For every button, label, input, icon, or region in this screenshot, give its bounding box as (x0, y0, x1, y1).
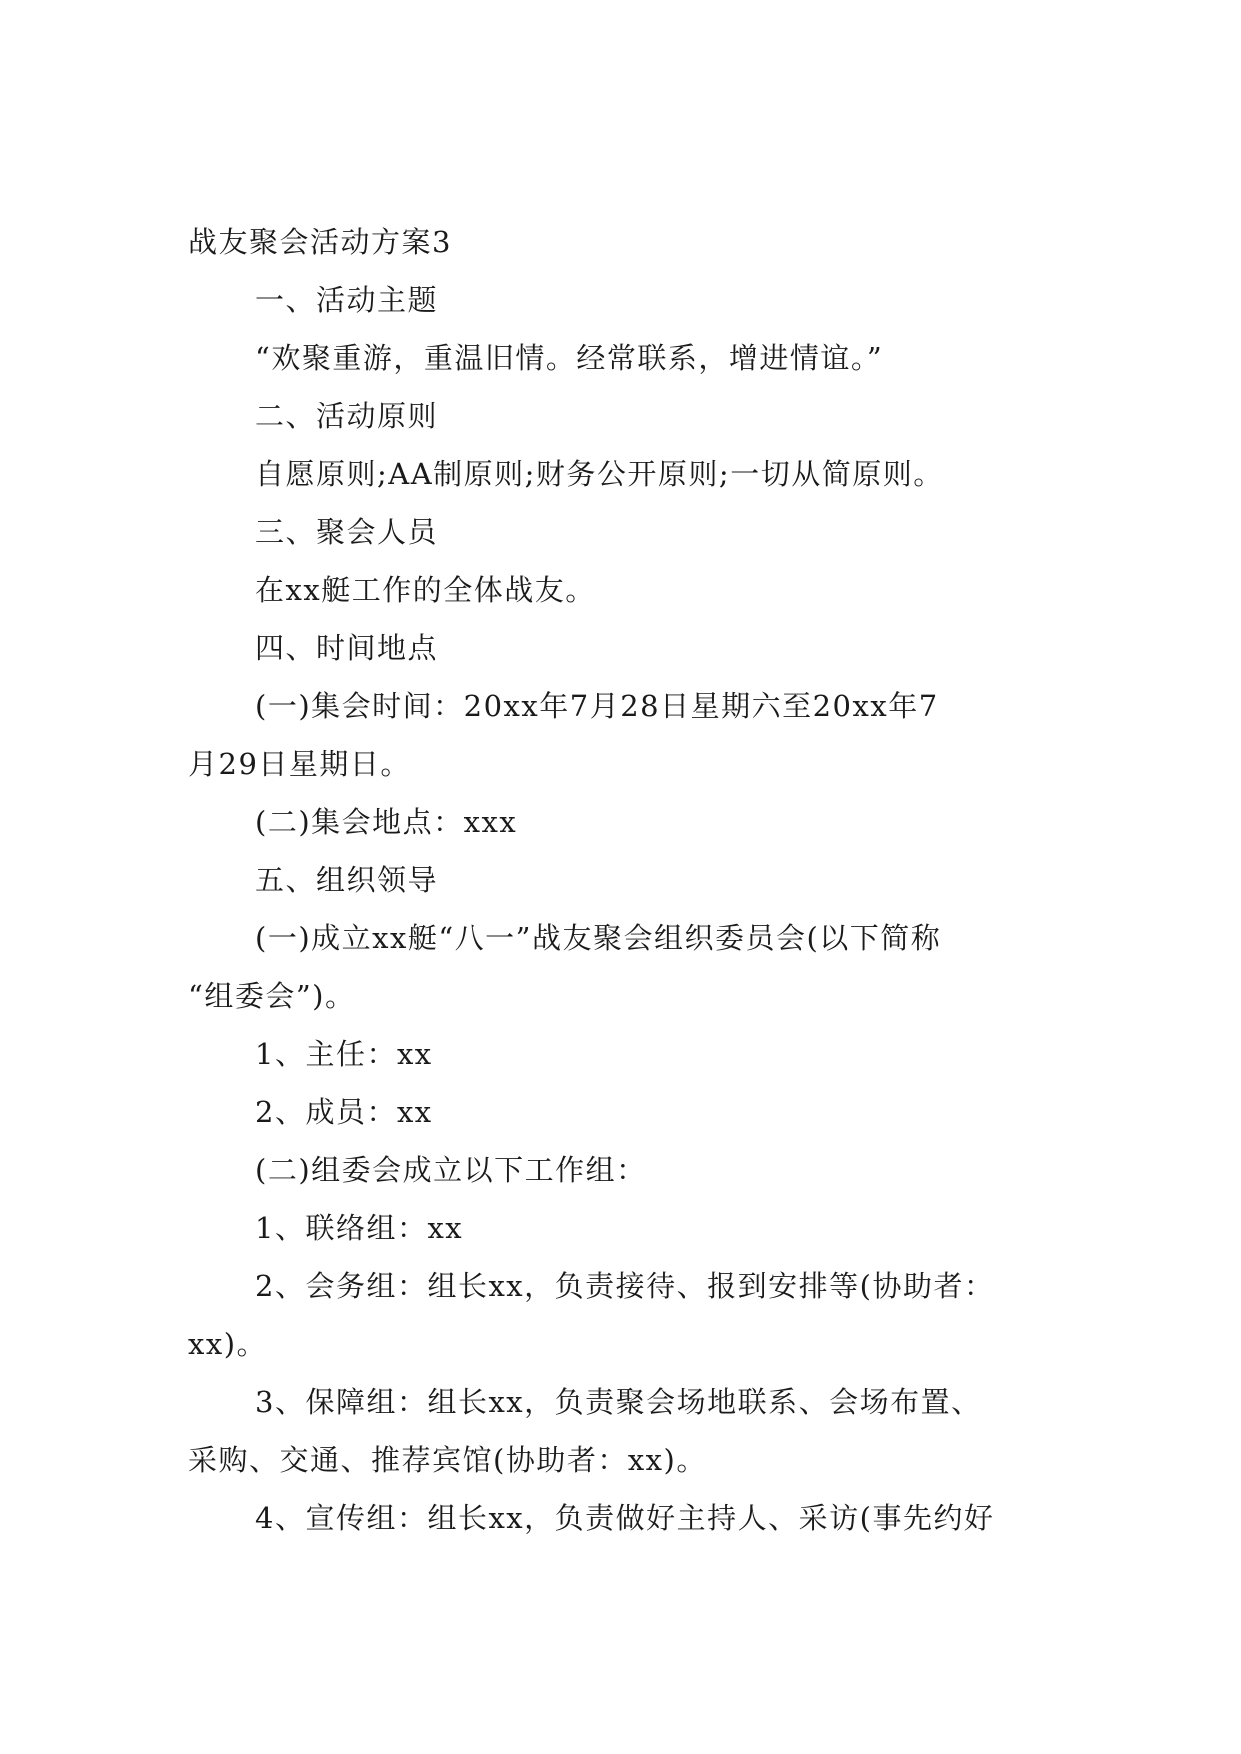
list-item-support-group-line-2: 采购、交通、推荐宾馆(协助者：xx)。 (188, 1443, 707, 1477)
paragraph-time-line-2: 月29日星期日。 (188, 747, 411, 781)
list-item-members: 2、成员：xx (255, 1095, 433, 1129)
paragraph-principles: 自愿原则;AA制原则;财务公开原则;一切从简原则。 (255, 457, 944, 491)
list-item-support-group-line-1: 3、保障组：组长xx，负责聚会场地联系、会场布置、 (255, 1385, 982, 1419)
paragraph-time-line-1: (一)集会时间：20xx年7月28日星期六至20xx年7 (255, 689, 939, 723)
paragraph-place: (二)集会地点：xxx (255, 805, 518, 839)
section-heading-time-place: 四、时间地点 (255, 631, 439, 665)
section-heading-principles: 二、活动原则 (255, 399, 439, 433)
section-heading-theme: 一、活动主题 (255, 283, 439, 317)
list-item-affairs-group-line-2: xx)。 (188, 1327, 268, 1361)
list-item-affairs-group-line-1: 2、会务组：组长xx，负责接待、报到安排等(协助者： (255, 1269, 995, 1303)
document-title: 战友聚会活动方案3 (188, 225, 452, 259)
section-heading-attendees: 三、聚会人员 (255, 515, 439, 549)
paragraph-theme: “欢聚重游，重温旧情。经常联系，增进情谊。” (255, 341, 884, 375)
section-heading-organization: 五、组织领导 (255, 863, 439, 897)
paragraph-committee-line-1: (一)成立xx艇“八一”战友聚会组织委员会(以下简称 (255, 921, 942, 955)
paragraph-committee-line-2: “组委会”)。 (188, 979, 356, 1013)
list-item-director: 1、主任：xx (255, 1037, 433, 1071)
list-item-liaison-group: 1、联络组：xx (255, 1211, 464, 1245)
list-item-publicity-group: 4、宣传组：组长xx，负责做好主持人、采访(事先约好 (255, 1501, 995, 1535)
paragraph-working-groups: (二)组委会成立以下工作组： (255, 1153, 647, 1187)
paragraph-attendees: 在xx艇工作的全体战友。 (255, 573, 596, 607)
